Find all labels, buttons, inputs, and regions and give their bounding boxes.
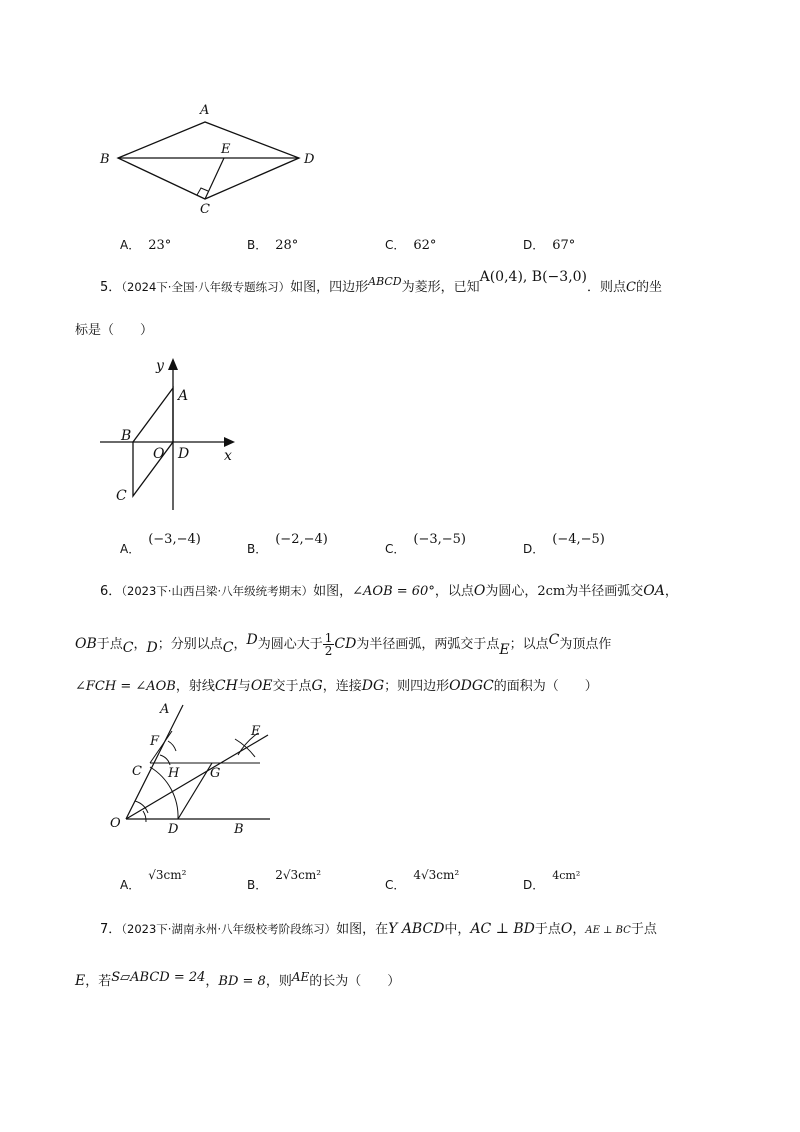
q4-label-d: D [304,152,315,167]
q4-option-d[interactable] [523,236,575,253]
option-value: 28° [275,238,299,253]
q4-option-a[interactable] [120,236,171,253]
q6-segment-dg [178,763,212,819]
q5-x-arrow [224,437,235,447]
q4-option-b[interactable] [247,236,298,253]
fraction-denominator: 2 [324,644,333,658]
q6-option-a[interactable] [120,868,187,893]
q6-dg: DG [361,678,385,694]
q6-text: ，射线 [175,679,215,694]
q5-label-o: O [153,446,165,462]
q6-option-b[interactable] [247,868,322,893]
q4-rhombus [118,122,299,199]
q7-text: ， [572,922,586,937]
q6-point-d: D [246,632,258,648]
q5-answer-paren: 标是（ ） [75,323,154,338]
q4-label-b: B [100,152,110,167]
option-value: (−4,−5) [552,532,605,547]
q6-point-c: C [122,640,134,656]
q6-label-a: A [160,702,170,717]
q7-stem-line1 [100,918,657,937]
option-letter: D． [523,238,545,252]
q6-ob: OB [75,636,97,652]
q6-point-e: E [499,642,510,658]
q6-angle-aob: ∠AOB = 60° [352,584,435,599]
q5-abcd: ABCD [368,275,402,288]
q5-text: 的坐 [635,280,662,295]
q5-label-d: D [178,446,190,462]
option-value: 62° [413,238,437,253]
q5-number: 5． [100,280,122,295]
q4-option-c[interactable] [385,236,436,253]
q6-text: ， [233,637,247,652]
q7-stem-line2 [75,970,400,989]
q6-oa: OA [643,583,665,599]
q6-option-d[interactable] [523,869,581,893]
q6-text: ；则四边形 [384,679,450,694]
q4-label-e: E [221,142,231,157]
q7-point-e: E [75,973,86,989]
q6-text: 的面积为（ ） [493,679,598,694]
q6-option-c[interactable] [385,868,460,893]
q7-text: ，若 [85,974,112,989]
q6-ch: CH [214,678,238,694]
q6-fraction-half [323,632,335,657]
option-value: 67° [552,238,576,253]
q6-arc-c2 [168,741,176,751]
option-value: 4√3cm² [413,868,460,882]
q7-source: （2023下·湖南永州·八年级校考阶段练习） [121,922,337,936]
q5-label-c: C [116,488,127,504]
q7-ac-perp-bd: AC ⊥ BD [470,921,535,937]
q6-point-d: D [146,640,158,656]
option-letter: C． [385,878,406,892]
q6-label-f: F [150,734,160,749]
q6-text: 为圆心大于 [257,637,323,652]
q6-figure [90,695,290,845]
q5-label-b: B [121,428,132,444]
q7-bd: BD = 8 [218,974,266,989]
q5-text: 如图，四边形 [290,280,369,295]
q7-text: 中， [444,922,471,937]
q6-label-e: E [251,724,261,739]
q5-stem-line2 [75,319,153,338]
option-letter: C． [385,542,406,556]
q7-parallelogram: Y ABCD [388,921,445,937]
q6-label-h: H [168,766,180,781]
q6-text: 于点 [96,637,123,652]
q6-point-g: G [311,678,323,694]
q7-text: 于点 [630,922,657,937]
q4-right-angle-mark [197,188,208,195]
q5-point-c: C [626,280,636,295]
q6-text: ，连接 [322,679,362,694]
option-value: 4cm² [552,869,581,882]
q5-option-b[interactable] [247,532,328,557]
option-letter: A． [120,542,141,556]
q5-label-y: y [156,358,164,374]
q5-label-a: A [178,388,189,404]
option-value: (−3,−5) [413,532,466,547]
q5-stem-line1 [100,269,662,295]
q6-text: 为半径画弧交 [565,584,644,599]
q5-text: 为菱形，已知 [401,280,480,295]
q7-area: S▱ABCD = 24 [111,970,206,985]
q6-arc-small-o2 [143,811,146,822]
q6-point-c: C [222,640,234,656]
q6-text: ；以点 [509,637,549,652]
q6-label-c: C [132,764,142,779]
option-letter: B． [247,238,268,252]
q6-radius: 2cm [537,584,566,599]
q7-point-o: O [560,921,573,937]
q6-text: 与 [237,679,251,694]
q4-label-c: C [200,202,210,217]
option-value: √3cm² [148,868,187,882]
q6-stem-line1 [100,580,678,599]
q5-figure [90,350,250,510]
q6-angle-fch: ∠FCH = ∠AOB [75,679,176,694]
q5-option-a[interactable] [120,532,201,557]
q6-text: ， [664,584,678,599]
q7-text: 如图，在 [336,922,389,937]
q6-point-c: C [548,632,560,648]
q6-text: 交于点 [272,679,312,694]
q6-label-d: D [168,822,179,837]
q6-point-o: O [473,583,486,599]
q7-ae-perp-bc: AE ⊥ BC [585,925,631,936]
q7-text: ， [205,974,219,989]
q7-ae: AE [291,970,310,984]
option-value: 23° [148,238,172,253]
q6-label-g: G [210,766,221,781]
option-letter: A． [120,878,141,892]
option-letter: D． [523,542,545,556]
q6-number: 6． [100,584,122,599]
q6-text: 为半径画弧，两弧交于点 [356,637,500,652]
q6-cd: CD [334,636,357,652]
q6-text: ， [133,637,147,652]
q5-option-c[interactable] [385,532,466,557]
q5-source: （2024下·全国·八年级专题练习） [121,280,291,294]
q7-text: ，则 [265,974,292,989]
option-value: (−3,−4) [148,532,201,547]
q5-coords: A(0,4), B(−3,0) [479,269,588,285]
option-letter: A． [120,238,141,252]
option-letter: B． [247,878,268,892]
q7-text: 的长为（ ） [309,974,401,989]
q6-odgc: ODGC [449,678,494,694]
q5-option-d[interactable] [523,532,605,557]
q7-text: 于点 [534,922,561,937]
q6-text: ；分别以点 [157,637,223,652]
q6-stem-line2 [75,632,611,657]
option-value: 2√3cm² [275,868,322,882]
q6-source: （2023下·山西吕梁·八年级统考期末） [121,584,314,598]
q4-segment-ce [205,158,224,199]
q7-number: 7． [100,922,122,937]
q6-text: 如图， [313,584,353,599]
option-letter: D． [523,878,545,892]
option-letter: C． [385,238,406,252]
option-value: (−2,−4) [275,532,328,547]
q6-oe: OE [250,678,273,694]
q4-figure [90,95,340,220]
q5-text: ．则点 [587,280,627,295]
q6-text: 为顶点作 [559,637,612,652]
q5-y-arrow [168,358,178,370]
q6-label-b: B [234,822,244,837]
option-letter: B． [247,542,268,556]
q6-stem-line3 [75,675,598,694]
q6-text: 为圆心， [485,584,538,599]
q6-text: ，以点 [434,584,474,599]
q4-label-a: A [200,103,210,118]
q6-label-o: O [110,816,121,831]
fraction-numerator: 1 [324,631,333,645]
q5-label-x: x [224,448,232,464]
